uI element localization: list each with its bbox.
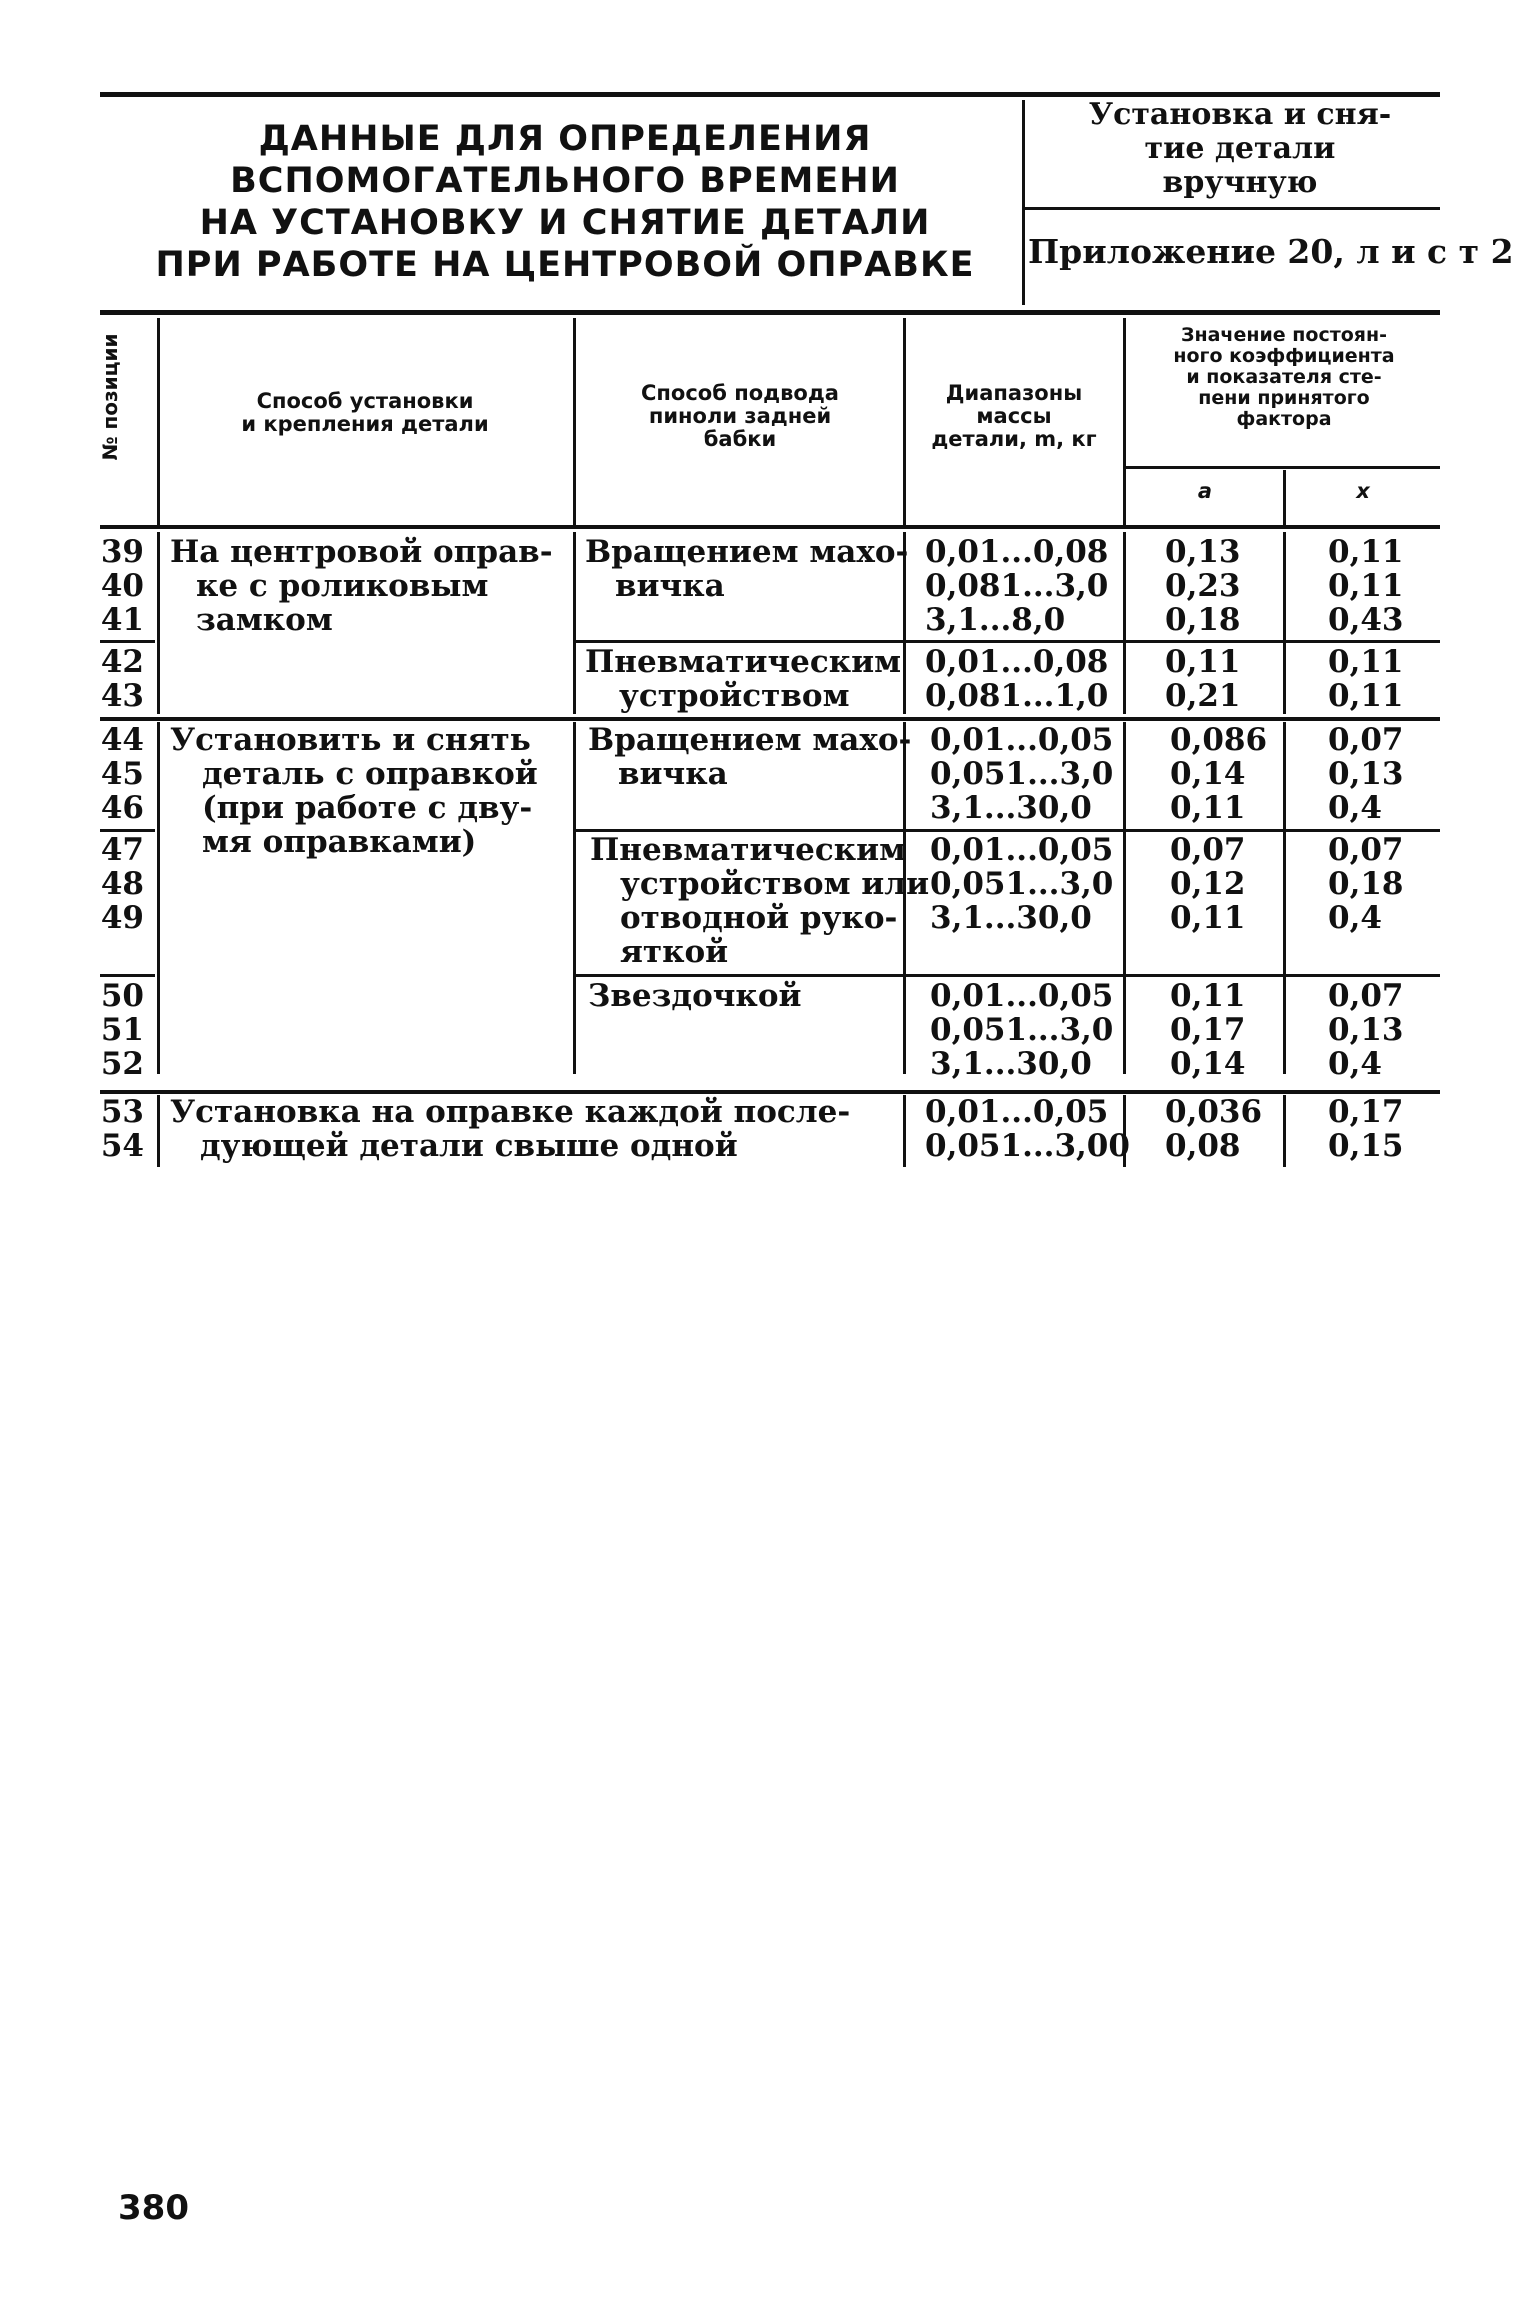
cell-line: вичка xyxy=(618,756,728,792)
body-col-divider xyxy=(1283,1095,1286,1167)
header-line: и показателя сте- xyxy=(1186,366,1382,388)
quill-method-cell xyxy=(585,645,901,713)
header-line: детали, m, кг xyxy=(931,427,1097,451)
mass-range-cell: 3,1...30,0 xyxy=(930,790,1092,826)
a-header: a xyxy=(1197,479,1213,503)
side-caption-line: тие детали xyxy=(1144,131,1336,166)
a-value: 0,17 xyxy=(1170,1012,1246,1048)
position-number: 42 xyxy=(100,644,144,680)
coef-header xyxy=(1128,325,1440,430)
cell-line: Вращением махо- xyxy=(588,722,912,758)
cell-line: Установить и снять xyxy=(170,722,531,758)
mass-range-cell: 0,01...0,05 xyxy=(930,978,1114,1014)
a-value: 0,086 xyxy=(1170,722,1268,758)
col-divider xyxy=(1283,470,1286,528)
mass-range-cell: 0,051...3,0 xyxy=(930,866,1114,902)
a-value: 0,14 xyxy=(1170,1046,1246,1082)
position-number: 39 xyxy=(100,534,144,570)
cell-line: мя оправками) xyxy=(202,824,477,860)
side-divider xyxy=(1024,207,1440,210)
position-number: 46 xyxy=(100,790,144,826)
quill-method-header xyxy=(580,382,900,451)
position-number: 43 xyxy=(100,678,144,714)
position-number: 52 xyxy=(100,1046,144,1082)
a-value: 0,11 xyxy=(1170,790,1246,826)
quill-method-cell xyxy=(585,535,908,603)
cell-line: Пневматическим xyxy=(590,832,907,868)
cell-line: На центровой оправ- xyxy=(170,534,553,570)
title-line: ПРИ РАБОТЕ НА ЦЕНТРОВОЙ ОПРАВКЕ xyxy=(155,245,975,285)
col-divider xyxy=(157,318,160,528)
mass-range-cell: 3,1...30,0 xyxy=(930,900,1092,936)
page-number: 380 xyxy=(118,2188,189,2228)
cell-line: (при работе с дву- xyxy=(202,790,533,826)
cell-line: вичка xyxy=(615,568,725,604)
mass-range-cell: 0,051...3,0 xyxy=(930,756,1114,792)
cell-line: Вращением махо- xyxy=(585,534,909,570)
x-value: 0,07 xyxy=(1328,832,1404,868)
cell-line: устройством или xyxy=(620,866,930,902)
mass-range-cell: 3,1...8,0 xyxy=(925,602,1066,638)
a-value: 0,07 xyxy=(1170,832,1246,868)
mass-range-cell: 0,01...0,08 xyxy=(925,644,1109,680)
cell-line: устройством xyxy=(619,678,850,714)
mass-range-cell: 0,01...0,08 xyxy=(925,534,1109,570)
table-top-rule xyxy=(100,310,1440,315)
document-title xyxy=(100,118,1030,286)
a-value: 0,036 xyxy=(1165,1094,1263,1130)
position-number: 51 xyxy=(100,1012,144,1048)
title-line: НА УСТАНОВКУ И СНЯТИЕ ДЕТАЛИ xyxy=(199,203,931,243)
coef-subheader-rule xyxy=(1126,466,1440,469)
x-value: 0,13 xyxy=(1328,1012,1404,1048)
x-value: 0,07 xyxy=(1328,978,1404,1014)
mass-range-cell: 3,1...30,0 xyxy=(930,1046,1092,1082)
header-line: ного коэффициента xyxy=(1173,345,1395,367)
position-number: 53 xyxy=(100,1094,144,1130)
x-value: 0,43 xyxy=(1328,602,1404,638)
body-col-divider xyxy=(157,532,160,714)
side-caption-line: вручную xyxy=(1162,165,1318,200)
body-col-divider xyxy=(1283,532,1286,714)
row-rule xyxy=(100,974,155,977)
cell-line: дующей детали свыше одной xyxy=(200,1128,738,1164)
mass-range-cell: 0,01...0,05 xyxy=(930,722,1114,758)
mass-range-cell: 0,081...1,0 xyxy=(925,678,1109,714)
header-line: фактора xyxy=(1236,408,1332,430)
a-value: 0,13 xyxy=(1165,534,1241,570)
header-line: бабки xyxy=(703,427,777,451)
x-value: 0,4 xyxy=(1328,790,1382,826)
body-col-divider xyxy=(157,722,160,1074)
body-col-divider xyxy=(157,1095,160,1167)
a-value: 0,14 xyxy=(1170,756,1246,792)
header-line: Значение постоян- xyxy=(1180,324,1388,346)
x-value: 0,13 xyxy=(1328,756,1404,792)
x-value: 0,15 xyxy=(1328,1128,1404,1164)
cell-line: деталь с оправкой xyxy=(202,756,538,792)
a-value: 0,18 xyxy=(1165,602,1241,638)
body-col-divider xyxy=(1123,532,1126,714)
appendix-label: Приложение 20, л и с т 2 xyxy=(1028,232,1514,271)
mass-range-cell: 0,01...0,05 xyxy=(925,1094,1109,1130)
mass-range-cell: 0,01...0,05 xyxy=(930,832,1114,868)
a-value: 0,08 xyxy=(1165,1128,1241,1164)
install-method-header xyxy=(165,390,565,436)
position-number: 47 xyxy=(100,832,144,868)
install-method-cell xyxy=(170,535,553,637)
quill-method-cell xyxy=(588,723,911,791)
row-rule xyxy=(100,640,155,643)
position-number: 54 xyxy=(100,1128,144,1164)
install-method-cell xyxy=(170,1095,850,1163)
x-value: 0,18 xyxy=(1328,866,1404,902)
title-divider xyxy=(1022,100,1025,305)
x-value: 0,11 xyxy=(1328,534,1404,570)
header-line: пени принятого xyxy=(1198,387,1370,409)
header-line: Способ подвода xyxy=(641,381,839,405)
body-col-divider xyxy=(573,532,576,714)
x-header: x xyxy=(1356,479,1370,503)
x-value: 0,4 xyxy=(1328,1046,1382,1082)
a-value: 0,12 xyxy=(1170,866,1246,902)
position-header: № позиции xyxy=(98,333,122,461)
cell-line: Пневматическим xyxy=(585,644,902,680)
mass-range-cell: 0,081...3,0 xyxy=(925,568,1109,604)
position-number: 50 xyxy=(100,978,144,1014)
side-caption-line: Установка и сня- xyxy=(1088,97,1392,132)
header-line: и крепления детали xyxy=(241,412,489,436)
x-value: 0,11 xyxy=(1328,644,1404,680)
cell-line: яткой xyxy=(620,934,729,970)
side-caption xyxy=(1045,98,1435,200)
a-value: 0,11 xyxy=(1170,978,1246,1014)
row-rule xyxy=(576,974,1440,977)
header-line: пиноли задней xyxy=(648,404,832,428)
a-value: 0,23 xyxy=(1165,568,1241,604)
header-line: Способ установки xyxy=(256,389,474,413)
group-rule xyxy=(100,717,1440,721)
cell-line: Звездочкой xyxy=(588,978,802,1014)
a-value: 0,11 xyxy=(1170,900,1246,936)
cell-line: Установка на оправке каждой после- xyxy=(170,1094,851,1130)
a-value: 0,21 xyxy=(1165,678,1241,714)
position-number: 41 xyxy=(100,602,144,638)
a-value: 0,11 xyxy=(1165,644,1241,680)
body-col-divider xyxy=(1123,722,1126,1074)
col-divider xyxy=(1123,318,1126,528)
position-number: 45 xyxy=(100,756,144,792)
position-number: 49 xyxy=(100,900,144,936)
header-line: Диапазоны xyxy=(945,381,1083,405)
cell-line: ке с роликовым xyxy=(196,568,489,604)
body-col-divider xyxy=(903,1095,906,1167)
body-col-divider xyxy=(573,722,576,1074)
position-number: 48 xyxy=(100,866,144,902)
mass-range-cell: 0,051...3,00 xyxy=(925,1128,1130,1164)
cell-line: замком xyxy=(196,602,333,638)
cell-line: отводной руко- xyxy=(620,900,898,936)
row-rule xyxy=(576,640,1440,643)
title-line: ВСПОМОГАТЕЛЬНОГО ВРЕМЕНИ xyxy=(230,161,900,201)
x-value: 0,07 xyxy=(1328,722,1404,758)
header-line: массы xyxy=(976,404,1052,428)
header-bottom-rule xyxy=(100,525,1440,529)
quill-method-cell xyxy=(590,833,929,969)
mass-range-cell: 0,051...3,0 xyxy=(930,1012,1114,1048)
x-value: 0,11 xyxy=(1328,568,1404,604)
title-line: ДАННЫЕ ДЛЯ ОПРЕДЕЛЕНИЯ xyxy=(258,119,872,159)
position-number: 40 xyxy=(100,568,144,604)
x-value: 0,17 xyxy=(1328,1094,1404,1130)
x-value: 0,11 xyxy=(1328,678,1404,714)
install-method-cell xyxy=(170,723,538,859)
quill-method-cell xyxy=(588,979,802,1013)
col-divider xyxy=(573,318,576,528)
position-number: 44 xyxy=(100,722,144,758)
x-value: 0,4 xyxy=(1328,900,1382,936)
mass-range-header xyxy=(906,382,1122,451)
body-col-divider xyxy=(1283,722,1286,1074)
